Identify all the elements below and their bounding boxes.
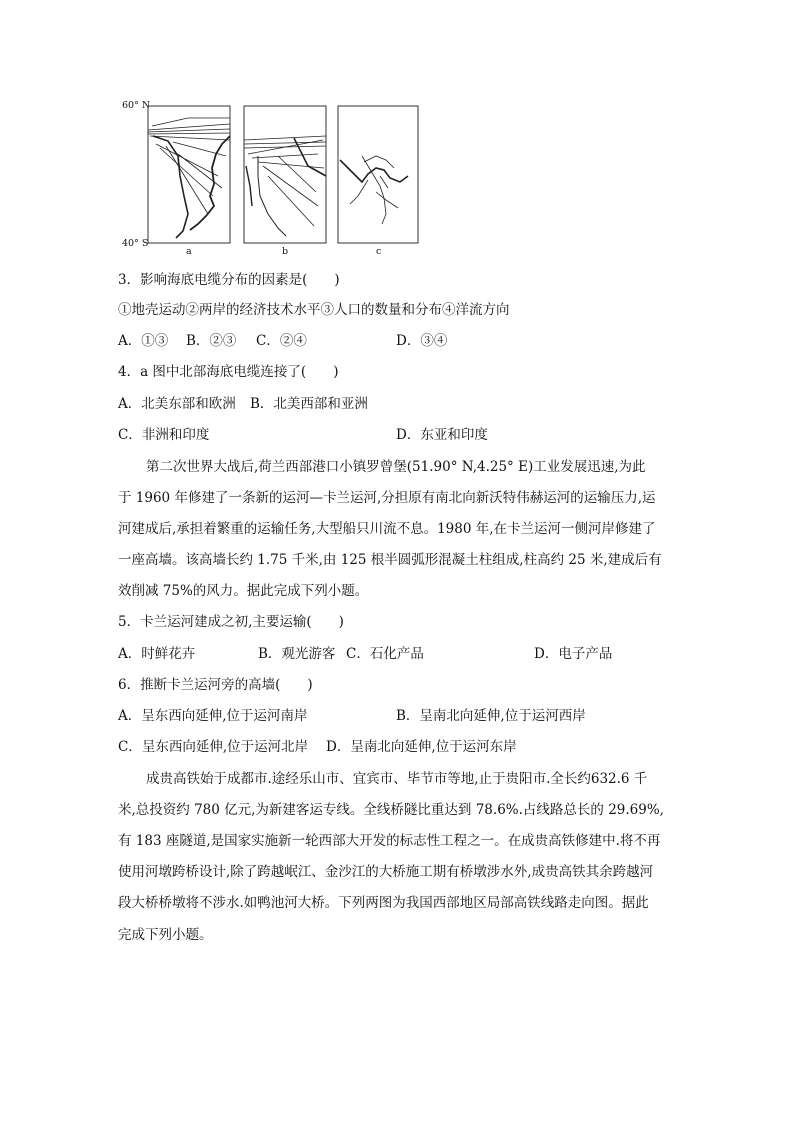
q4-option-b[interactable]: B．北美西部和亚洲 bbox=[250, 396, 368, 412]
q6-option-c[interactable]: C．呈东西向延伸,位于运河北岸 bbox=[118, 739, 309, 755]
q3-option-b[interactable]: B．②③ bbox=[186, 333, 237, 349]
cable-map-svg bbox=[118, 96, 428, 256]
q3-items: ①地壳运动②两岸的经济技术水平③人口的数量和分布④洋流方向 bbox=[118, 302, 510, 318]
lat-top-label: 60° N bbox=[122, 100, 151, 111]
passage2-line4: 使用河墩跨桥设计,除了跨越岷江、金沙江的大桥施工期有桥墩涉水外,成贵高铁其余跨越河 bbox=[118, 864, 654, 880]
passage2-line2: 米,总投资约 780 亿元,为新建客运专线。全线桥隧比重达到 78.6%.占线路总长的 29.69%, bbox=[118, 802, 664, 818]
lat-bottom-label: 40° S bbox=[122, 238, 149, 249]
q5-option-c[interactable]: C．石化产品 bbox=[346, 646, 424, 662]
q6-option-b[interactable]: B．呈南北向延伸,位于运河西岸 bbox=[396, 708, 586, 724]
q5-stem: 5．卡兰运河建成之初,主要运输( ) bbox=[118, 614, 344, 630]
passage1-line2: 于 1960 年修建了一条新的运河—卡兰运河,分担原有南北向新沃特伟赫运河的运输压力,运 bbox=[118, 490, 656, 506]
panel-c-map bbox=[338, 106, 418, 243]
q4-option-c[interactable]: C．非洲和印度 bbox=[118, 427, 210, 443]
cable-map-figure bbox=[118, 96, 428, 256]
passage2-line5: 段大桥桥墩将不涉水.如鸭池河大桥。下列两图为我国西部地区局部高铁线路走向图。据此 bbox=[118, 895, 649, 911]
q3-stem: 3．影响海底电缆分布的因素是( ) bbox=[118, 272, 340, 288]
passage1-line4: 一座高墙。该高墙长约 1.75 千米,由 125 根半圆弧形混凝土柱组成,柱高约 25 米,建成后有 bbox=[118, 552, 662, 568]
passage1-line1: 第二次世界大战后,荷兰西部港口小镇罗曾堡(51.90° N,4.25° E)工业发展迅速,为此 bbox=[146, 459, 646, 475]
q4-stem: 4．a 图中北部海底电缆连接了( ) bbox=[118, 364, 339, 380]
passage2-line6: 完成下列小题。 bbox=[118, 927, 213, 943]
panel-a-map bbox=[148, 106, 230, 243]
q6-option-d[interactable]: D．呈南北向延伸,位于运河东岸 bbox=[326, 739, 517, 755]
q4-option-a[interactable]: A．北美东部和欧洲 bbox=[118, 396, 236, 412]
panel-b-map bbox=[244, 106, 326, 243]
q5-option-d[interactable]: D．电子产品 bbox=[534, 646, 613, 662]
q3-option-c[interactable]: C．②④ bbox=[256, 333, 307, 349]
q5-option-b[interactable]: B．观光游客 bbox=[258, 646, 336, 662]
passage1-line3: 河建成后,承担着繁重的运输任务,大型船只川流不息。1980 年,在卡兰运河一侧河岸修建了 bbox=[118, 521, 656, 537]
panel-a-label: a bbox=[186, 246, 192, 257]
passage2-line1: 成贵高铁始于成都市.途经乐山市、宜宾市、毕节市等地,止于贵阳市.全长约632.6 千 bbox=[146, 771, 648, 787]
q3-option-a[interactable]: A．①③ bbox=[118, 333, 169, 349]
passage2-line3: 有 183 座隧道,是国家实施新一轮西部大开发的标志性工程之一。在成贵高铁修建中.将不再 bbox=[118, 833, 661, 849]
q5-option-a[interactable]: A．时鲜花卉 bbox=[118, 646, 196, 662]
panel-b-label: b bbox=[282, 246, 289, 257]
panel-c-label: c bbox=[376, 246, 382, 257]
q3-option-d[interactable]: D．③④ bbox=[396, 333, 448, 349]
q6-stem: 6．推断卡兰运河旁的高墙( ) bbox=[118, 677, 313, 693]
q4-option-d[interactable]: D．东亚和印度 bbox=[396, 427, 488, 443]
q6-option-a[interactable]: A．呈东西向延伸,位于运河南岸 bbox=[118, 708, 308, 724]
passage1-line5: 效削减 75%的风力。据此完成下列小题。 bbox=[118, 583, 369, 599]
